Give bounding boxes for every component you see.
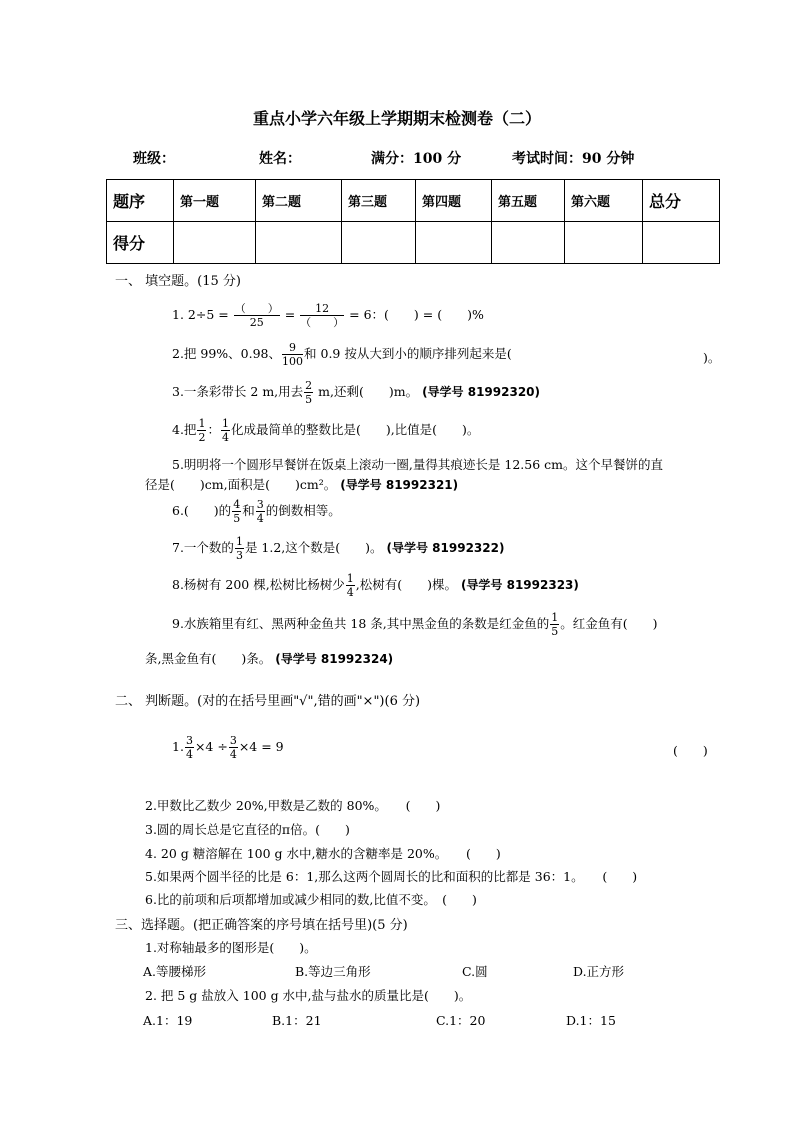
question-2-3: 3.圆的周长总是它直径的π倍。( )	[145, 822, 350, 837]
fraction: $\frac{1}{4}$	[346, 572, 354, 599]
q-text: 1. 2÷5 =	[172, 307, 229, 322]
question-1-2: 2.把 99%、0.98、 $\frac{9}{100}$ 和 0.9 按从大到小的顺序排列起来是(	[172, 341, 512, 368]
question-2-6: 6.比的前项和后项都增加或减少相同的数,比值不变。 ( )	[145, 892, 477, 907]
score-cell[interactable]	[565, 222, 643, 264]
reference-number: (导学号 81992324)	[275, 652, 394, 666]
score-cell[interactable]	[174, 222, 256, 264]
question-1-5-line1: 5.明明将一个圆形早餐饼在饭桌上滚动一圈,量得其痕迹长是 12.56 cm。这个早餐饼的直	[172, 457, 663, 472]
question-1-9-line2: 条,黑金鱼有( )条。 (导学号 81992324)	[145, 651, 394, 666]
fraction: $\frac{3}{4}$	[229, 734, 237, 761]
question-1-9-line1: 9.水族箱里有红、黑两种金鱼共 18 条,其中黑金鱼的条数是红金鱼的 $\frac{1}{5}$ 。红金鱼有( )	[172, 611, 658, 638]
question-1-4: 4.把 $\frac{1}{2}$ ： $\frac{1}{4}$ 化成最简单的整数比是( ),比值是( )。	[172, 417, 480, 444]
answer-paren[interactable]: ( )	[673, 743, 708, 758]
score-cell[interactable]	[643, 222, 720, 264]
fraction: $\frac{( )}{25}$	[234, 302, 279, 329]
fraction: $\frac{9}{100}$	[282, 341, 304, 368]
fraction: $\frac{3}{4}$	[185, 734, 193, 761]
fraction: $\frac{3}{4}$	[256, 498, 264, 525]
question-1-1: 1. 2÷5 = $\frac{( )}{25}$ = $\frac{12}{( )}$ = 6：( ) = ( )%	[172, 302, 484, 329]
fraction: $\frac{1}{4}$	[221, 417, 229, 444]
table-header-cell: 第三题	[342, 180, 416, 222]
table-header-cell: 题序	[107, 180, 174, 222]
table-header-cell: 第一题	[174, 180, 256, 222]
reference-number: (导学号 81992323)	[460, 578, 579, 592]
page-title: 重点小学六年级上学期期末检测卷（二）	[252, 109, 541, 128]
score-table-score-row	[107, 222, 720, 264]
score-cell[interactable]	[416, 222, 492, 264]
reference-number: (导学号 81992321)	[340, 478, 459, 492]
option-a: A.等腰梯形	[143, 964, 207, 979]
question-1-5-line2: 径是( )cm,面积是( )cm²。 (导学号 81992321)	[145, 477, 459, 492]
q-text: = 6：( ) = ( )%	[349, 307, 484, 322]
section-2-heading: 二、 判断题。(对的在括号里画"√",错的画"×")(6 分)	[115, 694, 421, 709]
table-header-cell: 第二题	[256, 180, 342, 222]
question-1-8: 8.杨树有 200 棵,松树比杨树少 $\frac{1}{4}$ ,松树有( )棵。 (导学号 81992323)	[172, 572, 579, 599]
score-cell[interactable]	[342, 222, 416, 264]
table-header-cell: 第四题	[416, 180, 492, 222]
score-cell[interactable]	[256, 222, 342, 264]
score-row-label: 得分	[107, 222, 174, 264]
class-label: 班级：	[133, 151, 175, 167]
question-3-2: 2. 把 5 g 盐放入 100 g 水中,盐与盐水的质量比是( )。	[145, 988, 472, 1003]
fraction: $\frac{1}{5}$	[551, 611, 559, 638]
section-3-heading: 三、选择题。(把正确答案的序号填在括号里)(5 分)	[115, 918, 408, 933]
full-score-label: 满分：100 分	[371, 151, 462, 167]
fraction: $\frac{1}{3}$	[235, 535, 243, 562]
table-header-cell: 总分	[643, 180, 720, 222]
fraction: $\frac{12}{( )}$	[300, 302, 345, 329]
question-1-6: 6.( )的 $\frac{4}{5}$ 和 $\frac{3}{4}$ 的倒数相等。	[172, 498, 341, 525]
option-b: B.1：21	[272, 1013, 322, 1028]
fraction: $\frac{2}{5}$	[305, 379, 313, 406]
option-d: D.1：15	[566, 1013, 616, 1028]
table-header-cell: 第六题	[565, 180, 643, 222]
question-3-1: 1.对称轴最多的图形是( )。	[145, 940, 317, 955]
option-d: D.正方形	[573, 964, 625, 979]
name-label: 姓名：	[259, 151, 301, 167]
option-a: A.1：19	[143, 1013, 193, 1028]
score-table-header-row	[107, 180, 720, 222]
question-2-1: 1. $\frac{3}{4}$ ×4 ÷ $\frac{3}{4}$ ×4 = 9	[172, 734, 284, 761]
fraction: $\frac{1}{2}$	[198, 417, 206, 444]
question-1-7: 7.一个数的 $\frac{1}{3}$ 是 1.2,这个数是( )。 (导学号 81992322)	[172, 535, 505, 562]
fraction: $\frac{4}{5}$	[233, 498, 241, 525]
reference-number: (导学号 81992320)	[422, 385, 541, 399]
section-1-heading: 一、 填空题。(15 分)	[115, 274, 241, 289]
score-cell[interactable]	[492, 222, 565, 264]
question-2-2: 2.甲数比乙数少 20%,甲数是乙数的 80%。 ( )	[145, 798, 441, 813]
option-c: C.圆	[462, 964, 488, 979]
question-2-4: 4. 20 g 糖溶解在 100 g 水中,糖水的含糖率是 20%。 ( )	[145, 846, 501, 861]
option-b: B.等边三角形	[295, 964, 371, 979]
score-table	[106, 179, 720, 264]
exam-time-label: 考试时间：90 分钟	[512, 151, 635, 167]
table-header-cell: 第五题	[492, 180, 565, 222]
option-c: C.1：20	[436, 1013, 486, 1028]
question-2-5: 5.如果两个圆半径的比是 6：1,那么这两个圆周长的比和面积的比都是 36：1。 ( )	[145, 869, 638, 884]
reference-number: (导学号 81992322)	[386, 541, 505, 555]
question-1-3: 3.一条彩带长 2 m,用去 $\frac{2}{5}$ m,还剩( )m。 (导学号 81992320)	[172, 379, 541, 406]
question-1-2-end: )。	[703, 350, 721, 365]
